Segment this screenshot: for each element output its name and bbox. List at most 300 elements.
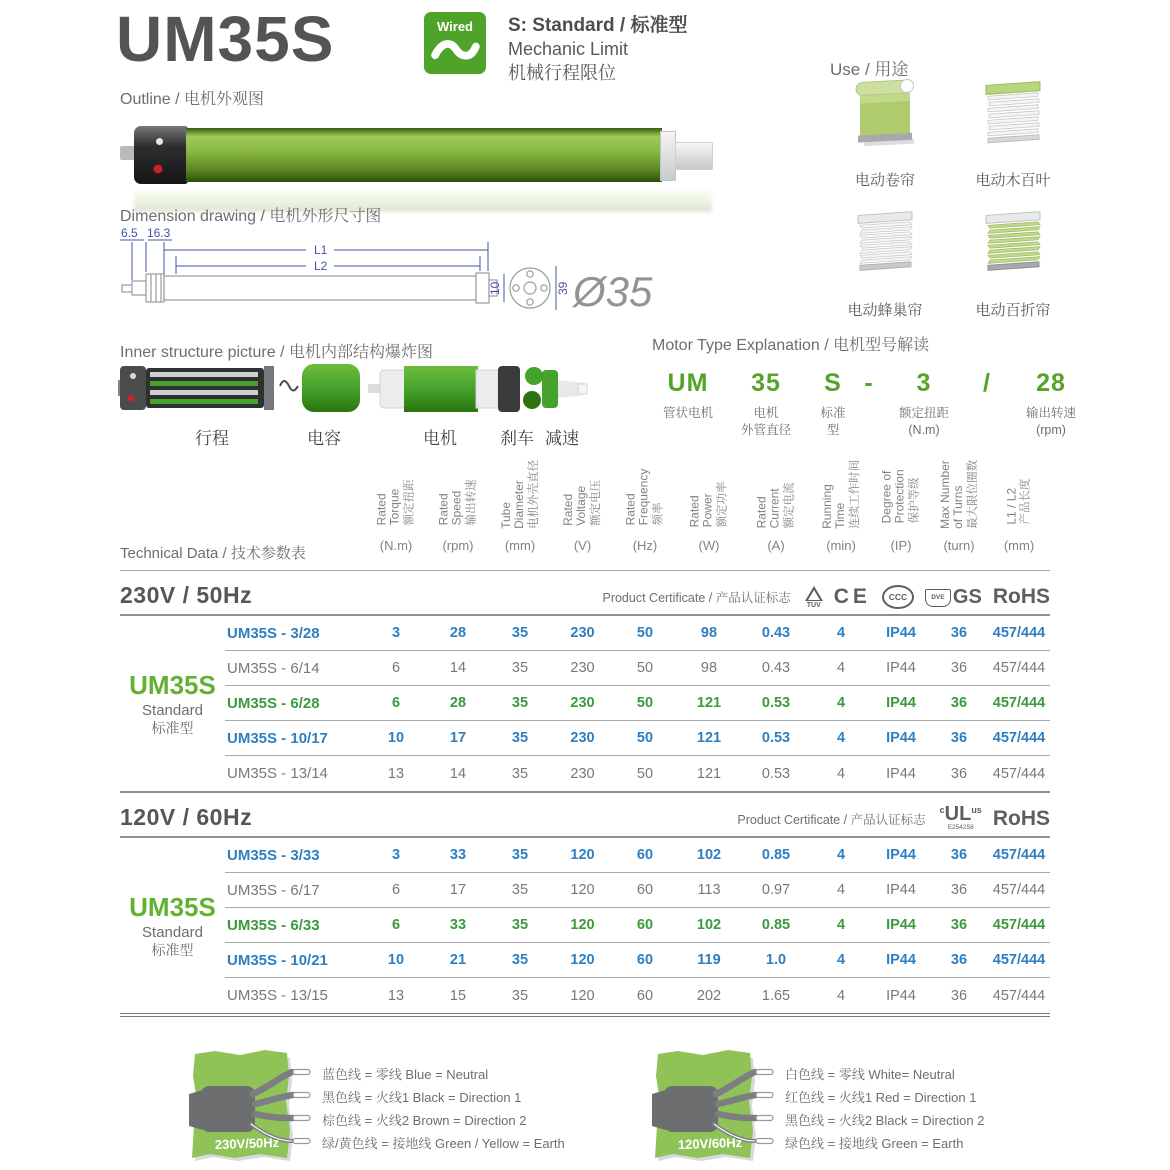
column-header <box>489 450 551 538</box>
value-cell: IP44 <box>872 908 930 943</box>
column-unit: (W) <box>698 538 720 553</box>
value-cell: 50 <box>614 651 676 686</box>
column-header-en: Protection <box>893 468 908 523</box>
ul-text: UL <box>944 802 972 825</box>
table-side-side-cn: 标准型 <box>151 942 194 959</box>
value-cell: 35 <box>511 987 529 1004</box>
ul-icon <box>940 804 982 832</box>
value-cell: 4 <box>810 721 872 756</box>
column-header-rotated <box>821 460 862 529</box>
column-header-en: Tube <box>498 501 513 529</box>
model-cell: UM35S - 10/17 <box>225 721 365 756</box>
wire-legend: 蓝色线 = 零线 Blue = Neutral <box>322 1067 489 1082</box>
vde-text: DVE <box>925 589 951 607</box>
ul-us-text: us <box>971 804 982 815</box>
model-cell: UM35S - 6/14 <box>225 651 365 686</box>
value-cell: 98 <box>676 651 742 686</box>
value-cell: IP44 <box>872 686 930 721</box>
column-header-en: Voltage <box>574 485 589 526</box>
value-cell: 457/444 <box>992 987 1046 1004</box>
motor-code-segment <box>968 371 1006 396</box>
technical-column-headers <box>120 450 1050 558</box>
value-cell: 14 <box>427 651 489 686</box>
value-cell: 14 <box>449 765 467 782</box>
column-unit: (V) <box>573 538 592 553</box>
motor-code-token: UM <box>667 369 709 397</box>
column-header <box>427 450 489 538</box>
column-header-rotated <box>376 463 417 525</box>
value-cell: 15 <box>449 987 467 1004</box>
value-cell: 4 <box>810 616 872 651</box>
column-header-en: Frequency <box>637 468 652 525</box>
value-cell: IP44 <box>872 943 930 978</box>
value-cell: 3 <box>365 838 427 873</box>
value-cell: 120 <box>570 987 595 1004</box>
motor-code-meaning <box>1006 405 1096 439</box>
column-header-cn: 额定功率 <box>716 481 729 527</box>
motor-photo <box>120 106 716 202</box>
column-unit: (IP) <box>890 538 912 553</box>
table-side-label <box>120 838 225 1013</box>
use-item <box>826 206 944 320</box>
value-cell: 36 <box>950 765 968 782</box>
roller-shade-icon <box>850 76 920 165</box>
column-header <box>365 450 427 538</box>
value-cell: 0.85 <box>742 908 810 943</box>
column-header-rotated <box>939 460 980 529</box>
value-cell: 28 <box>427 686 489 721</box>
value-cell: 33 <box>427 838 489 873</box>
motor-code-meaning-line: (N.m) <box>908 422 940 437</box>
motor-code-meaning <box>880 405 968 439</box>
motor-code-meaning-line: 输出转速 <box>1025 406 1076 420</box>
value-cell: 36 <box>930 616 988 651</box>
model-cell: UM35S - 13/14 <box>227 765 328 782</box>
column-header <box>742 450 810 538</box>
column-unit: (N.m) <box>379 538 413 553</box>
wire-legend: 棕色线 = 火线2 Brown = Direction 2 <box>322 1113 527 1128</box>
technical-table-230v <box>120 616 1050 793</box>
value-cell: 33 <box>427 908 489 943</box>
ul-c-text: c <box>939 804 945 815</box>
voltage-title-230v: 230V / 50Hz <box>120 582 253 608</box>
column-header-cn: 产品长度 <box>1019 479 1032 525</box>
value-cell: 35 <box>489 838 551 873</box>
table-side-side-model: UM35S <box>129 892 216 923</box>
value-cell: 4 <box>810 873 872 908</box>
rohs-icon <box>993 807 1050 831</box>
tuv-text: TÜV <box>806 602 821 609</box>
motor-code-meaning-line: 标准 <box>820 406 846 420</box>
wire-legend: 黑色线 = 火线2 Black = Direction 2 <box>785 1113 985 1128</box>
motor-code-meaning-line: 额定扭距 <box>898 406 949 420</box>
value-cell: IP44 <box>872 616 930 651</box>
value-cell: 4 <box>836 987 846 1004</box>
motor-type-explanation <box>652 332 1076 439</box>
value-cell: 120 <box>551 908 614 943</box>
value-cell: 50 <box>614 686 676 721</box>
use-item-label: 电动蜂巢帘 <box>847 302 923 319</box>
model-cell: UM35S - 10/21 <box>225 943 365 978</box>
dim-39: 39 <box>556 281 570 295</box>
column-header <box>930 450 988 538</box>
wood-venetian-icon <box>978 76 1048 165</box>
voltage-section-230v <box>120 570 1050 616</box>
model-cell: UM35S - 6/28 <box>225 686 365 721</box>
column-unit: (mm) <box>1003 538 1035 553</box>
value-cell: 35 <box>489 651 551 686</box>
column-header-en: Torque <box>388 488 403 525</box>
motor-drive-shaft <box>675 142 713 170</box>
value-cell: 230 <box>551 686 614 721</box>
value-cell: 50 <box>614 616 676 651</box>
column-header-cn: 输出转速 <box>465 479 478 525</box>
column-header-en: Rated <box>436 492 451 525</box>
ul-file-number: E254258 <box>947 823 974 831</box>
motor-reflection <box>134 186 712 212</box>
column-header-en: Power <box>701 492 716 527</box>
value-cell: 202 <box>696 987 722 1004</box>
value-cell: 121 <box>696 765 722 782</box>
motor-code-segment <box>652 371 724 422</box>
use-item-label: 电动百折帘 <box>975 302 1051 319</box>
value-cell: 0.53 <box>742 721 810 756</box>
value-cell: IP44 <box>886 987 916 1004</box>
value-cell: 120 <box>551 943 614 978</box>
inner-section-label: Inner structure picture / 电机内部结构爆炸图 <box>120 344 433 361</box>
table-side-label <box>120 616 225 791</box>
table-side-side-en: Standard <box>142 701 203 719</box>
value-cell: 60 <box>614 908 676 943</box>
value-cell: 0.53 <box>742 686 810 721</box>
column-unit: (mm) <box>504 538 536 553</box>
value-cell: 36 <box>930 721 988 756</box>
column-header-cn: 电机外壳直径 <box>527 459 540 529</box>
column-header-en: Running <box>819 483 834 529</box>
value-cell: 457/444 <box>988 616 1050 651</box>
motor-code-meaning-line: 电机 <box>753 406 779 420</box>
column-unit: (min) <box>826 538 856 553</box>
value-cell: 10 <box>365 721 427 756</box>
value-cell: 3 <box>365 616 427 651</box>
column-header <box>614 450 676 538</box>
column-header <box>676 450 742 538</box>
header-spacer <box>225 538 365 558</box>
value-cell: 102 <box>676 908 742 943</box>
vde-gs-icon <box>925 586 982 609</box>
motor-code-token: S <box>824 369 842 397</box>
dimension-drawing <box>118 222 738 330</box>
rohs-text: RoHS <box>992 807 1050 830</box>
value-cell: IP44 <box>872 721 930 756</box>
value-cell: IP44 <box>872 651 930 686</box>
use-applications <box>826 76 1072 320</box>
value-cell: 17 <box>427 873 489 908</box>
value-cell: 35 <box>489 721 551 756</box>
table-side-side-cn: 标准型 <box>151 720 194 737</box>
outline-section-label: Outline / 电机外观图 <box>120 91 265 108</box>
column-unit: (Hz) <box>632 538 658 553</box>
voltage-title-120v: 120V / 60Hz <box>120 804 253 830</box>
column-header-rotated <box>689 461 730 527</box>
column-header-en: Diameter <box>512 479 527 529</box>
use-item-label: 电动卷帘 <box>854 172 915 189</box>
motor-red-indicator <box>153 164 163 174</box>
column-header-cn: 连续工作时间 <box>848 459 861 529</box>
motor-type-section-label: Motor Type Explanation / 电机型号解读 <box>652 337 930 354</box>
column-header-cn: 额定扭距 <box>403 479 416 525</box>
rohs-icon <box>993 585 1050 609</box>
value-cell: 0.43 <box>742 651 810 686</box>
dim-l2: L2 <box>314 259 328 273</box>
column-unit: (rpm) <box>442 538 474 553</box>
motor-tube <box>186 128 662 182</box>
type-description <box>508 13 687 86</box>
column-header-rotated <box>881 465 922 523</box>
value-cell: 36 <box>950 987 968 1004</box>
wire-legend: 白色线 = 零线 White= Neutral <box>785 1067 955 1082</box>
value-cell: 457/444 <box>988 721 1050 756</box>
certificate-label: Product Certificate / 产品认证标志 <box>602 591 791 605</box>
value-cell: 0.85 <box>742 838 810 873</box>
column-header <box>872 450 930 538</box>
certificate-icons <box>940 804 1050 832</box>
value-cell: 35 <box>489 686 551 721</box>
value-cell: 50 <box>614 721 676 756</box>
column-header-rotated <box>500 460 541 529</box>
wire-legend: 绿/黄色线 = 接地线 Green / Yellow = Earth <box>322 1136 565 1151</box>
tuv-icon <box>805 586 823 609</box>
column-header-cn: 频率 <box>652 502 665 525</box>
value-cell: 35 <box>511 765 529 782</box>
value-cell: 457/444 <box>988 686 1050 721</box>
value-cell: 457/444 <box>992 765 1046 782</box>
value-cell: 1.0 <box>742 943 810 978</box>
header-spacer <box>225 450 365 538</box>
column-header-en: Rated <box>687 494 702 527</box>
wave-icon <box>429 34 481 66</box>
inner-structure-illustration <box>118 356 588 420</box>
column-header-rotated <box>756 460 797 528</box>
value-cell: 0.97 <box>742 873 810 908</box>
value-cell: 1.65 <box>761 987 791 1004</box>
column-header-en: Rated <box>623 492 638 525</box>
use-item <box>954 206 1072 320</box>
motor-code-segment <box>858 371 880 396</box>
value-cell: 60 <box>636 987 654 1004</box>
motor-code-meaning <box>652 405 724 422</box>
value-cell: 36 <box>930 686 988 721</box>
value-cell: 119 <box>676 943 742 978</box>
value-cell: IP44 <box>872 838 930 873</box>
value-cell: 230 <box>570 765 595 782</box>
column-unit: (A) <box>767 538 785 553</box>
ccc-icon <box>882 585 914 609</box>
column-header-en: Degree of <box>879 470 894 523</box>
value-cell: 6 <box>365 686 427 721</box>
value-cell: 4 <box>810 838 872 873</box>
motor-code-segment <box>724 371 808 439</box>
value-cell: 457/444 <box>988 873 1050 908</box>
wired-badge <box>424 12 486 74</box>
value-cell: 0.43 <box>742 616 810 651</box>
model-cell: UM35S - 3/33 <box>225 838 365 873</box>
motor-end-cap <box>660 131 676 181</box>
header-spacer <box>120 538 225 558</box>
column-unit: (turn) <box>943 538 975 553</box>
motor-code-meaning <box>724 405 808 439</box>
header-spacer <box>120 450 225 538</box>
column-header <box>988 450 1050 538</box>
technical-section-label: Technical Data / 技术参数表 <box>120 545 306 562</box>
value-cell: 4 <box>810 943 872 978</box>
model-cell: UM35S - 6/33 <box>225 908 365 943</box>
value-cell: 4 <box>810 686 872 721</box>
column-header <box>551 450 614 538</box>
column-header-en: Time <box>833 502 848 529</box>
wire-legend: 红色线 = 火线1 Red = Direction 1 <box>785 1090 977 1105</box>
model-cell: UM35S - 6/17 <box>225 873 365 908</box>
column-header-cn: 额定电流 <box>783 482 796 528</box>
value-cell: 457/444 <box>988 943 1050 978</box>
motor-code-segment <box>808 371 858 439</box>
pleated-shade-icon <box>978 206 1048 295</box>
value-cell: 120 <box>551 838 614 873</box>
value-cell: 36 <box>930 873 988 908</box>
certificate-icons <box>805 585 1050 609</box>
column-header-cn: 最大限位圈数 <box>966 459 979 529</box>
type-line1: S: Standard / 标准型 <box>508 15 688 36</box>
dim-16-3: 16.3 <box>147 226 171 240</box>
column-header-en: L1 / L2 <box>1004 488 1019 525</box>
value-cell: 60 <box>614 873 676 908</box>
value-cell: 36 <box>930 838 988 873</box>
motor-code-token: / <box>983 369 991 397</box>
table-side-side-model: UM35S <box>129 670 216 701</box>
value-cell: 35 <box>489 943 551 978</box>
wiring-voltage-label: 120V/60Hz <box>677 1134 743 1153</box>
column-header-rotated <box>562 463 603 526</box>
motor-code-segment <box>880 371 968 439</box>
value-cell: 35 <box>489 908 551 943</box>
wire-legend: 黑色线 = 火线1 Black = Direction 1 <box>322 1090 522 1105</box>
inner-part-label: 刹车 <box>500 429 534 448</box>
column-header-cn: 保护等级 <box>908 477 921 523</box>
honeycomb-shade-icon <box>850 206 920 295</box>
model-cell: UM35S - 13/15 <box>227 987 328 1004</box>
column-header-en: Rated <box>561 493 576 526</box>
value-cell: 120 <box>551 873 614 908</box>
motor-button <box>156 138 163 145</box>
column-header-cn: 额定电压 <box>590 479 602 526</box>
column-header-rotated <box>625 463 666 525</box>
value-cell: 4 <box>836 765 846 782</box>
use-item <box>954 76 1072 190</box>
wiring-diagram-230v <box>185 1046 615 1170</box>
value-cell: 17 <box>427 721 489 756</box>
value-cell: 0.53 <box>761 765 791 782</box>
value-cell: 102 <box>676 838 742 873</box>
wiring-diagram-120v <box>648 1046 1078 1170</box>
value-cell: 6 <box>365 908 427 943</box>
gs-text: GS <box>952 586 982 608</box>
technical-table-120v <box>120 838 1050 1017</box>
motor-code-segment <box>1006 371 1096 439</box>
value-cell: 36 <box>930 908 988 943</box>
wired-badge-label: Wired <box>437 19 473 34</box>
value-cell: 121 <box>676 686 742 721</box>
page-title: UM35S <box>116 3 335 75</box>
value-cell: 4 <box>810 651 872 686</box>
value-cell: 60 <box>614 838 676 873</box>
column-header-en: Rated <box>754 495 769 528</box>
value-cell: IP44 <box>886 765 916 782</box>
motor-code-meaning-line: (rpm) <box>1036 422 1066 437</box>
ccc-text: CCC <box>882 585 914 609</box>
value-cell: 50 <box>636 765 654 782</box>
value-cell: 10 <box>365 943 427 978</box>
value-cell: 13 <box>387 765 405 782</box>
certificate-label: Product Certificate / 产品认证标志 <box>737 813 926 827</box>
dimension-section-label: Dimension drawing / 电机外形尺寸图 <box>120 208 382 225</box>
column-header-rotated <box>1005 463 1032 525</box>
value-cell: 457/444 <box>988 908 1050 943</box>
value-cell: 4 <box>810 908 872 943</box>
motor-code-meaning-line: 型 <box>826 422 840 437</box>
value-cell: 36 <box>930 943 988 978</box>
type-line2: Mechanic Limit <box>508 39 629 60</box>
value-cell: 98 <box>676 616 742 651</box>
dim-diameter: Ø35 <box>573 268 653 315</box>
rohs-text: RoHS <box>992 585 1050 608</box>
value-cell: 230 <box>551 721 614 756</box>
motor-code-meaning-line: 外管直径 <box>740 422 791 437</box>
inner-part-label: 行程 <box>195 429 229 448</box>
dim-l1: L1 <box>314 243 328 257</box>
wire-legend: 绿色线 = 接地线 Green = Earth <box>785 1136 964 1151</box>
value-cell: 28 <box>427 616 489 651</box>
use-section-label: Use / 用途 <box>830 60 909 79</box>
voltage-section-120v <box>120 793 1050 838</box>
column-header-en: Max Number <box>937 459 952 529</box>
value-cell: 6 <box>365 651 427 686</box>
motor-code-token: 35 <box>751 369 781 397</box>
use-item <box>826 76 944 190</box>
inner-part-label: 电容 <box>307 429 341 448</box>
motor-code-meaning <box>808 405 858 439</box>
value-cell: 230 <box>551 651 614 686</box>
table-side-side-en: Standard <box>142 923 203 941</box>
wiring-cable-graphic <box>648 1155 783 1170</box>
value-cell: 35 <box>489 873 551 908</box>
value-cell: 6 <box>365 873 427 908</box>
dim-10: 10 <box>488 281 502 295</box>
value-cell: IP44 <box>872 873 930 908</box>
value-cell: 230 <box>551 616 614 651</box>
value-cell: 13 <box>387 987 405 1004</box>
column-header-en: Rated <box>374 492 389 525</box>
value-cell: 60 <box>614 943 676 978</box>
value-cell: 36 <box>930 651 988 686</box>
value-cell: 21 <box>427 943 489 978</box>
value-cell: 457/444 <box>988 651 1050 686</box>
motor-head <box>134 126 188 184</box>
motor-code-token: 3 <box>916 369 932 397</box>
value-cell: 35 <box>489 616 551 651</box>
motor-code-token: - <box>864 369 874 397</box>
motor-type-code <box>652 369 1076 439</box>
wiring-voltage-label: 230V/50Hz <box>214 1134 280 1153</box>
